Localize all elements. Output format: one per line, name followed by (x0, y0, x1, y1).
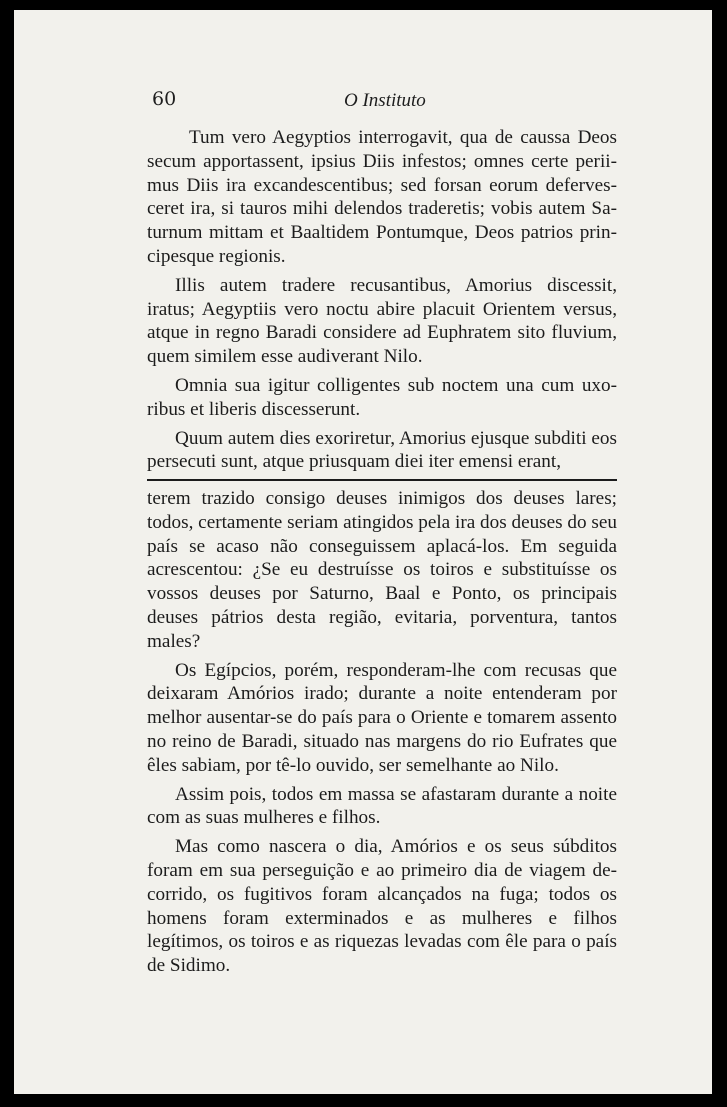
latin-paragraph: Omnia sua igitur colligentes sub noctem una cum uxoribus et liberis discesserunt. (147, 374, 617, 420)
page-number: 60 (152, 88, 177, 110)
latin-paragraph: Quum autem dies exoriretur, Amorius ejusque subditi eos persecuti sunt, atque priusquam diei iter emensi erant, (147, 427, 617, 473)
book-page (14, 10, 712, 1094)
latin-paragraph: Illis autem tradere recusantibus, Amorius discessit, iratus; Aegyptiis vero noctu abire placuit Orientem versus, atque in regno Baradi considere ad Euphratem sito fluvium, quem similem esse audiverant Nilo. (147, 274, 617, 368)
divider-rule (147, 479, 617, 481)
portuguese-text (147, 487, 617, 983)
portuguese-paragraph: Os Egípcios, porém, responderam-lhe com recusas que deixaram Amórios irado; durante a noite entenderam por melhor ausentar-se do país para o Oriente e tomarem assento no reino de Baradi, situado nas margens do rio Eufrates que êles sabiam, por tê-lo ouvido, ser semelhante ao Nilo. (147, 659, 617, 776)
running-title: O Instituto (344, 90, 426, 111)
portuguese-paragraph: Mas como nascera o dia, Amórios e os seus súbditos foram em sua perseguição e ao primeiro dia de viagem decorrido, os fugitivos foram alcançados na fuga; todos os homens foram exterminados e as mulheres e filhos legítimos, os toiros e as riquezas levadas com êle para o país de Sidimo. (147, 836, 617, 977)
page-header (14, 88, 712, 114)
portuguese-paragraph: Assim pois, todos em massa se afastaram durante a noite com as suas mulheres e filhos. (147, 783, 617, 829)
portuguese-paragraph: terem trazido consigo deuses inimigos dos deuses lares; todos, certamente seriam atingidos pela ira dos deuses do seu país se acaso não conseguissem aplacá-los. Em seguida acrescentou: ¿Se eu destruísse os toiros e substituísse os vossos deuses por Saturno, Baal e Ponto, os principais deuses pátrios desta região, evitaria, porventura, tantos males? (147, 488, 617, 652)
latin-text (147, 126, 617, 479)
latin-paragraph: Tum vero Aegyptios interrogavit, qua de caussa Deos secum apportassent, ipsius Diis infestos; omnes certe periimus Diis ira excandescentibus; sed forsan eorum defervesceret ira, si tauros mihi delendos traderetis; vobis autem Saturnum mittam et Baaltidem Pontumque, Deos patrios principesque regionis. (147, 127, 617, 267)
